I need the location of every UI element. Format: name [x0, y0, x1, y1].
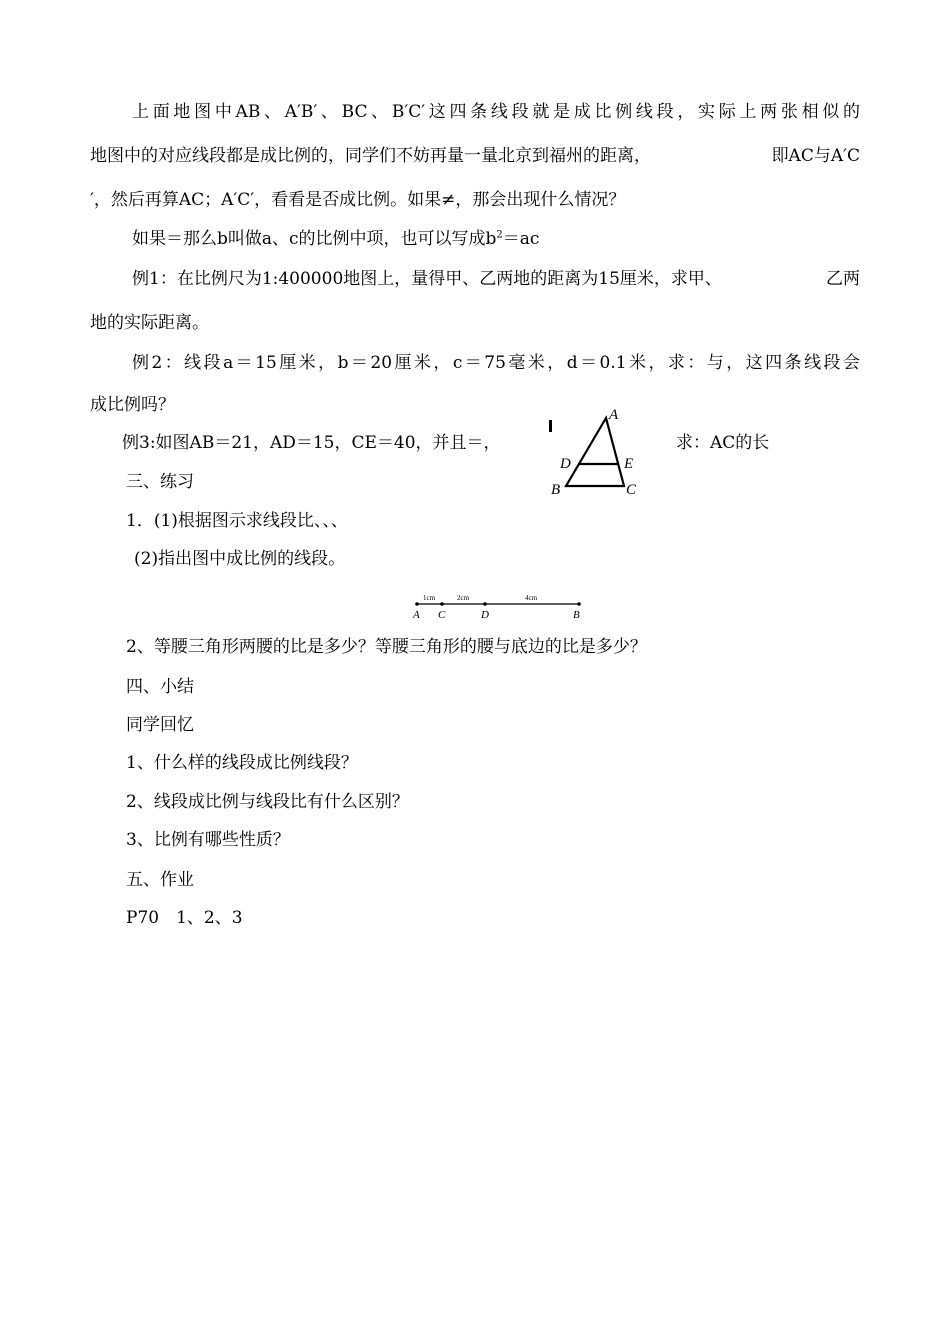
point-d-mark [483, 602, 487, 606]
label-e: E [624, 456, 634, 472]
paragraph-1-line-2-text: 地图中的对应线段都是成比例的，同学们不妨再量一量北京到福州的距离， [90, 146, 651, 166]
example-3-question: 求：AC的长 [676, 433, 770, 453]
example-3-text: 例3:如图AB＝21，AD＝15，CE＝40，并且＝， [122, 433, 501, 453]
section-4-title: 四、小结 [126, 677, 194, 697]
superscript-2: 2 [496, 229, 503, 241]
exercise-1-part-2: (2)指出图中成比例的线段。 [134, 549, 346, 569]
point-a-mark [415, 602, 419, 606]
length-ac: 1cm [423, 594, 436, 602]
example-1-tail: 乙两 [826, 269, 860, 289]
point-b-mark [577, 602, 581, 606]
section-5-title: 五、作业 [126, 870, 194, 890]
paragraph-1-line-3: ′，然后再算AC；A′C′，看看是否成比例。如果≠，那会出现什么情况？ [90, 190, 626, 210]
homework: P70 1、2、3 [126, 908, 243, 928]
example-1-line-2: 地的实际距离。 [90, 313, 209, 333]
paragraph-1-line-2-tail: 即AC与A′C [771, 146, 860, 166]
paragraph-1-line-1: 上面地图中AB、A′B′、BC、B′C′这四条线段就是成比例线段，实际上两张相似的 [132, 102, 860, 122]
paragraph-1-line-2 [90, 145, 860, 167]
triangle-figure [540, 400, 660, 500]
label-a: A [609, 407, 619, 423]
length-cd: 2cm [457, 594, 470, 602]
paragraph-2-end: ＝ac [502, 229, 540, 249]
example-2-line-1: 例2：线段a＝15厘米，b＝20厘米，c＝75毫米，d＝0.1米，求：与，这四条线段会 [132, 353, 860, 373]
point-d-label: D [481, 609, 489, 621]
label-c: C [626, 482, 637, 498]
exercise-2: 2、等腰三角形两腰的比是多少？等腰三角形的腰与底边的比是多少？ [126, 637, 647, 657]
scan-mark [549, 420, 552, 432]
paragraph-2 [132, 228, 539, 250]
paragraph-2-text: 如果＝那么b叫做a、c的比例中项，也可以写成b [132, 229, 497, 249]
point-b-label: B [573, 609, 580, 621]
exercise-1-part-1: 1．(1)根据图示求线段比、、、 [126, 511, 348, 531]
point-c-label: C [438, 609, 446, 621]
length-db: 4cm [525, 594, 538, 602]
segment-figure [405, 588, 595, 624]
example-1-line-1 [132, 268, 860, 290]
label-b: B [551, 482, 561, 498]
example-2-line-2: 成比例吗？ [90, 395, 175, 415]
summary-item-1: 1、什么样的线段成比例线段？ [126, 753, 358, 773]
example-1-text: 例1：在比例尺为1:400000地图上，量得甲、乙两地的距离为15厘米，求甲、 [132, 269, 722, 289]
triangle-abc [566, 418, 624, 486]
point-c-mark [440, 602, 444, 606]
point-a-label: A [413, 609, 420, 621]
summary-item-3: 3、比例有哪些性质？ [126, 830, 290, 850]
label-d: D [560, 456, 571, 472]
section-4-intro: 同学回忆 [126, 715, 194, 735]
summary-item-2: 2、线段成比例与线段比有什么区别？ [126, 792, 409, 812]
section-3-title: 三、练习 [126, 472, 194, 492]
